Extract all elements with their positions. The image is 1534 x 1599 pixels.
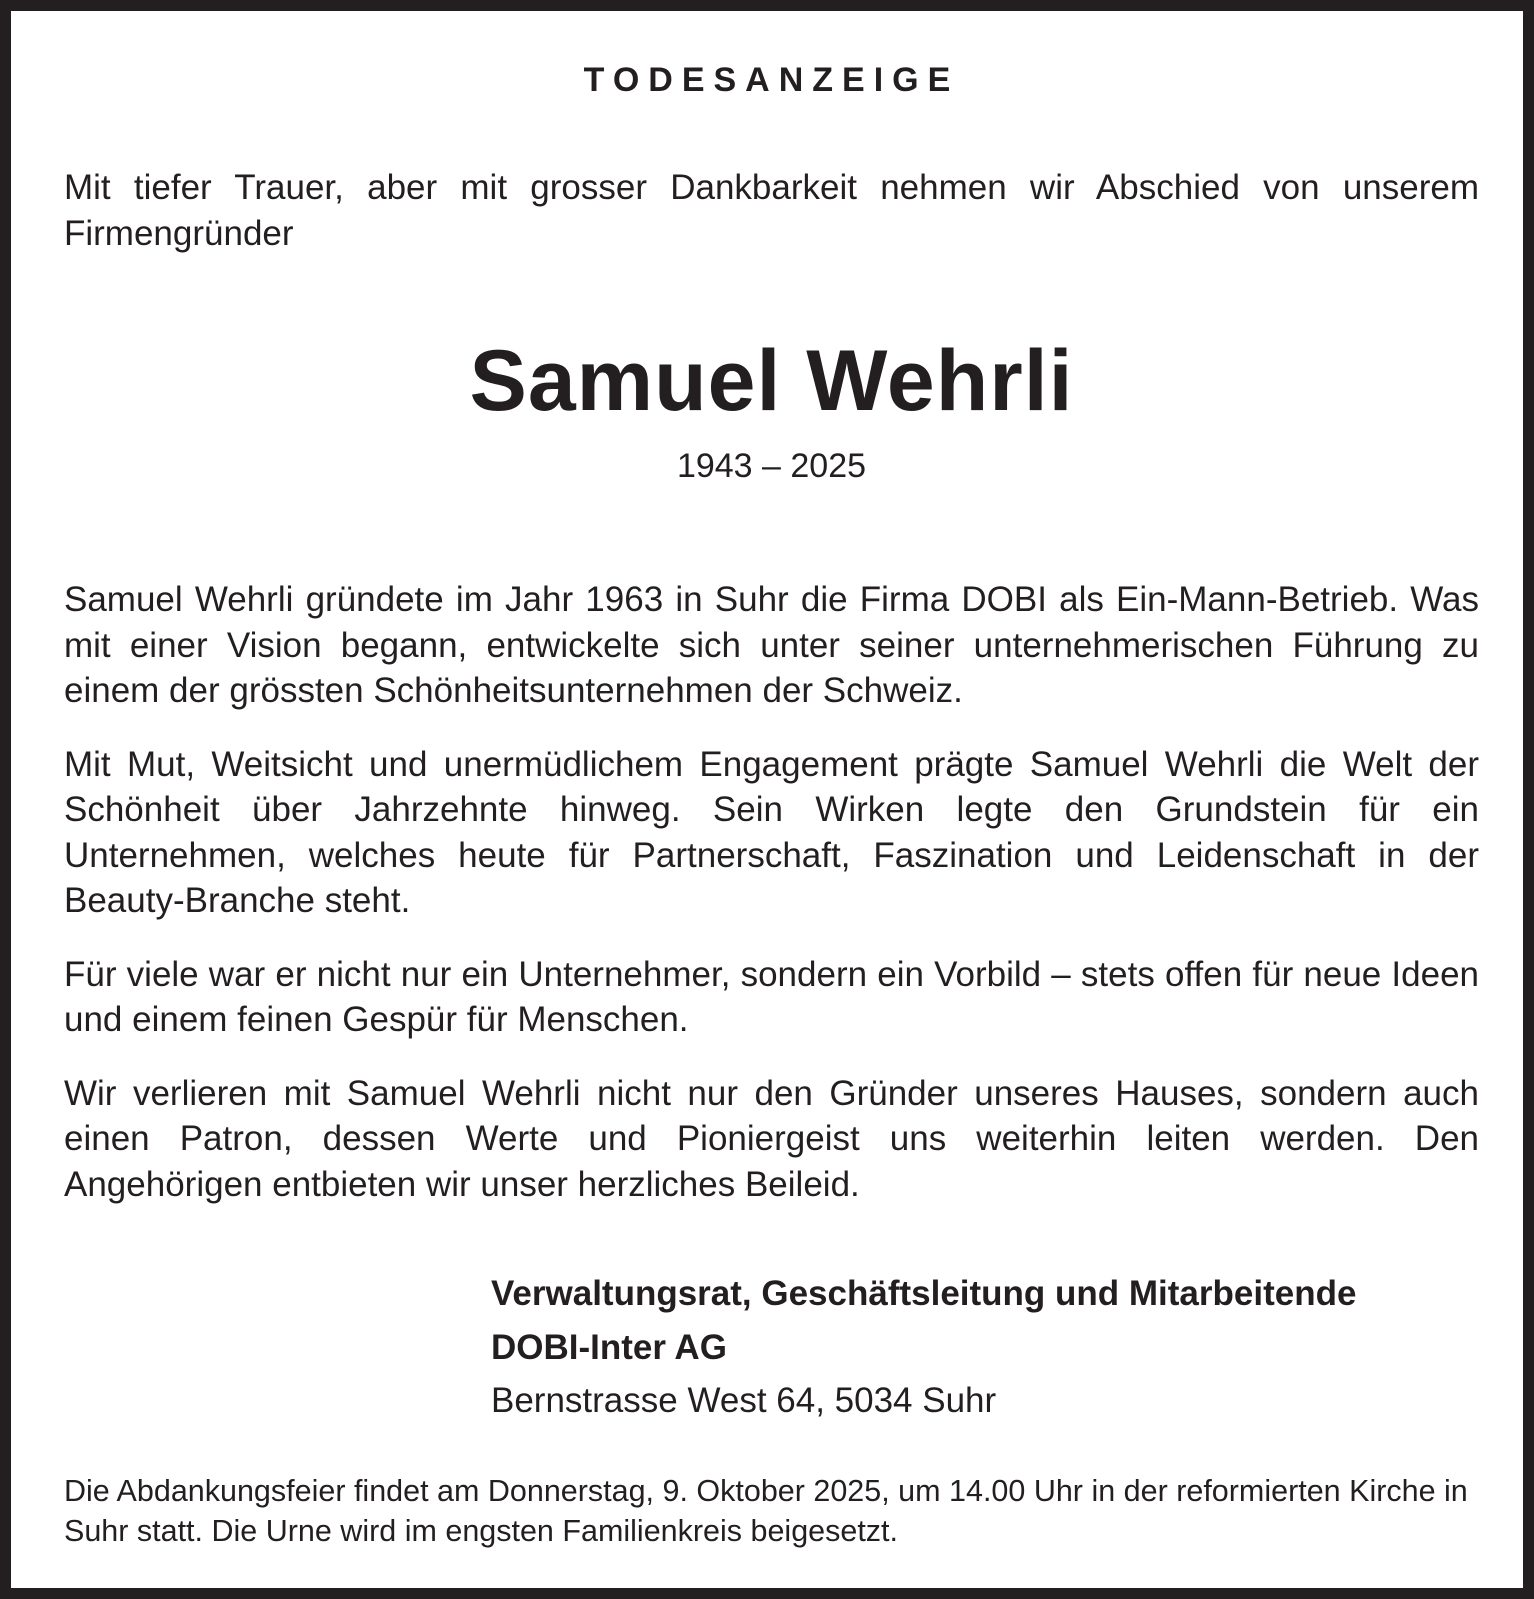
tribute-paragraph-role-model: Für viele war er nicht nur ein Unternehmer, sondern ein Vorbild – stets offen für neue Ideen und einem feinen Gespür für Menschen. bbox=[64, 954, 1479, 1039]
life-years: 1943 – 2025 bbox=[676, 447, 867, 485]
ceremony-details: Die Abdankungsfeier findet am Donnerstag, 9. Oktober 2025, um 14.00 Uhr in der reformierten Kirche in Suhr statt. Die Urne wird im engsten Familienkreis beigesetzt. bbox=[64, 1474, 1468, 1548]
deceased-name: Samuel Wehrli bbox=[469, 333, 1074, 429]
intro-text: Mit tiefer Trauer, aber mit grosser Dankbarkeit nehmen wir Abschied von unserem Firmengründer bbox=[64, 168, 1479, 253]
tribute-paragraph-founding: Samuel Wehrli gründete im Jahr 1963 in Suhr die Firma DOBI als Ein-Mann-Betrieb. Was mit einer Vision begann, entwickelte sich unter seiner unternehmerischen Führung zu einem der grössten Schönheitsunternehmen der Schweiz. bbox=[64, 580, 1479, 710]
signature-address: Bernstrasse West 64, 5034 Suhr bbox=[491, 1381, 997, 1420]
tribute-paragraph-legacy: Mit Mut, Weitsicht und unermüdlichem Engagement prägte Samuel Wehrli die Welt der Schönheit über Jahrzehnte hinweg. Sein Wirken legte den Grundstein für ein Unternehmen, welches heute für Partnerschaft, Faszination und Leidenschaft in der Beauty-Branche steht. bbox=[64, 744, 1479, 920]
tribute-paragraph-condolences: Wir verlieren mit Samuel Wehrli nicht nur den Gründer unseres Hauses, sondern auch einen Patron, dessen Werte und Pioniergeist uns weiterhin leiten werden. Den Angehörigen entbieten wir unser herzliches Beileid. bbox=[64, 1073, 1479, 1204]
signature-group: Verwaltungsrat, Geschäftsleitung und Mitarbeitende bbox=[491, 1274, 1357, 1313]
signature-block bbox=[491, 1267, 1471, 1427]
signature-company: DOBI-Inter AG bbox=[491, 1328, 727, 1367]
notice-heading: TODESANZEIGE bbox=[583, 61, 960, 99]
tribute-body bbox=[64, 577, 1479, 1235]
